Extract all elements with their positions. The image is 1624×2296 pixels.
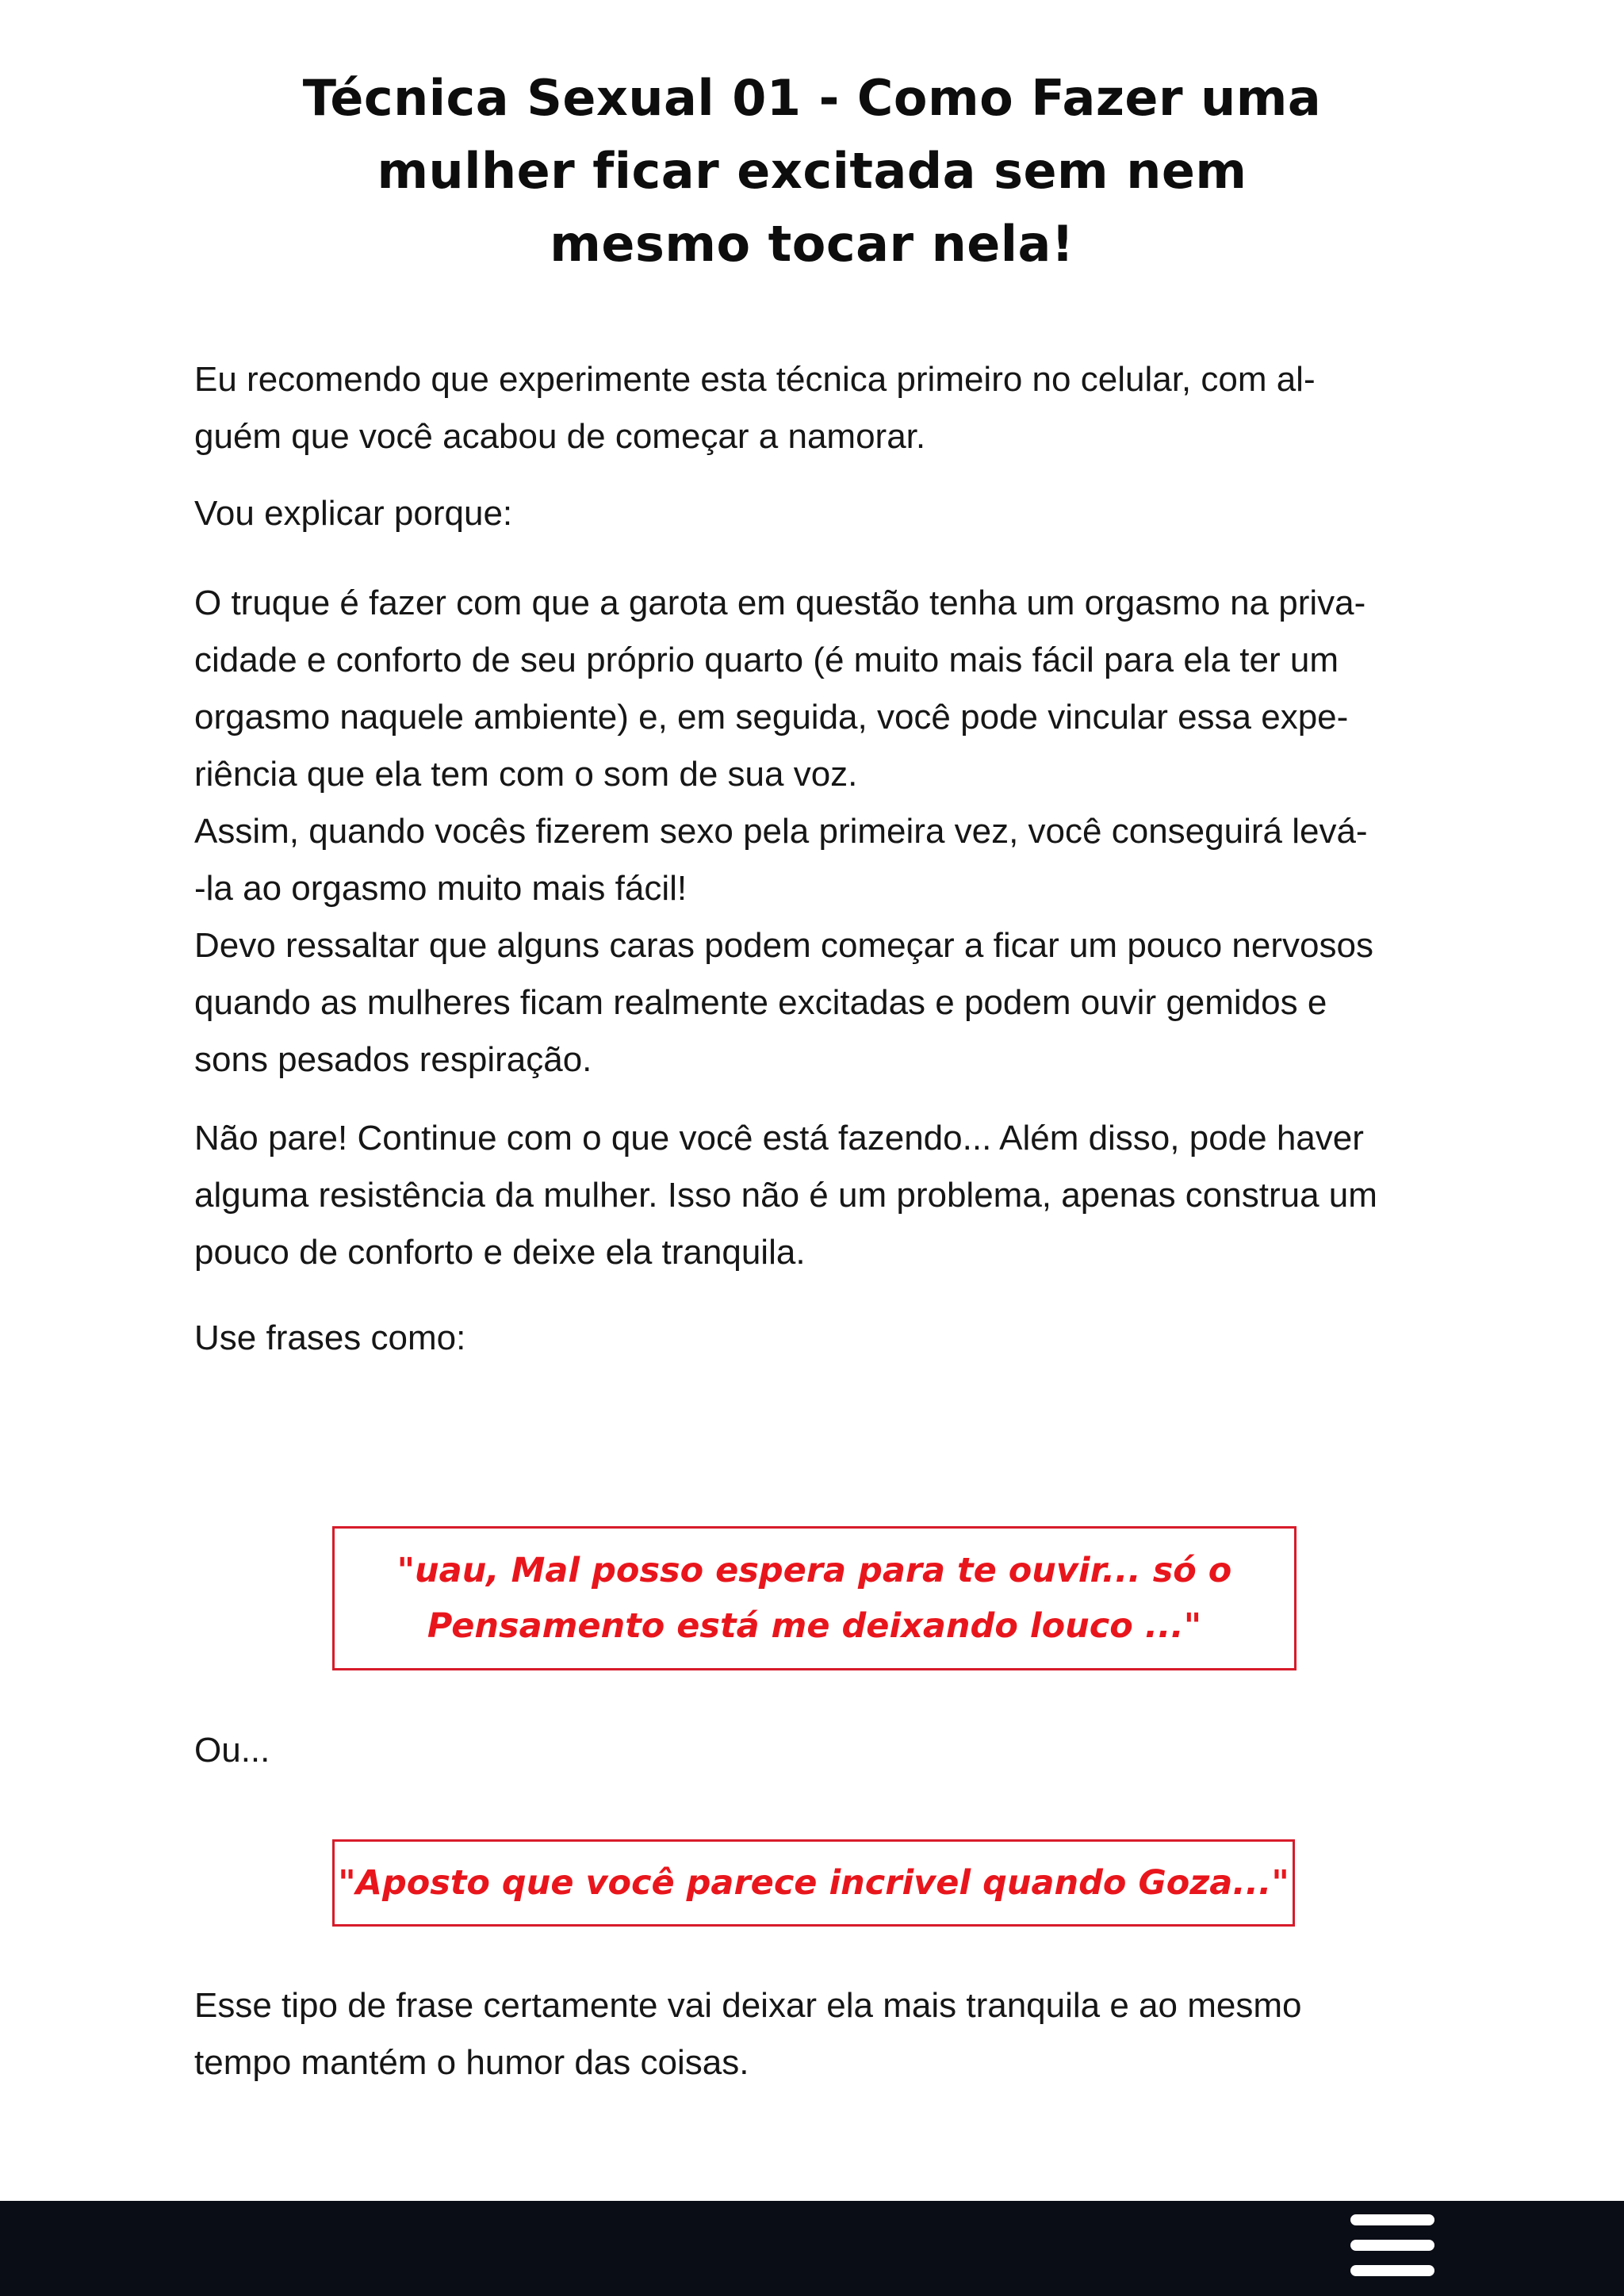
text-line: cidade e conforto de seu próprio quarto (é muito mais fácil para ela ter um xyxy=(194,641,1339,679)
title-line: Técnica Sexual 01 - Como Fazer uma xyxy=(302,69,1322,127)
paragraph-intro xyxy=(194,351,1511,465)
text-line: O truque é fazer com que a garota em questão tenha um orgasmo na priva- xyxy=(194,584,1366,622)
text-line: quando as mulheres ficam realmente excitadas e podem ouvir gemidos e xyxy=(194,983,1327,1022)
text-line: guém que você acabou de começar a namorar. xyxy=(194,417,926,456)
quote-box-1 xyxy=(332,1526,1297,1670)
text-line: alguma resistência da mulher. Isso não é um problema, apenas construa um xyxy=(194,1176,1377,1215)
menu-bar-line xyxy=(1350,2265,1434,2276)
text-line: -la ao orgasmo muito mais fácil! xyxy=(194,869,688,908)
title-line: mesmo tocar nela! xyxy=(550,215,1074,273)
title-line: mulher ficar excitada sem nem xyxy=(377,142,1247,200)
text-line: Eu recomendo que experimente esta técnica primeiro no celular, com al- xyxy=(194,360,1316,399)
paragraph-trick xyxy=(194,575,1511,1089)
page-title xyxy=(0,62,1624,281)
paragraph-explain xyxy=(194,485,1511,542)
text-line: sons pesados respiração. xyxy=(194,1040,592,1079)
menu-bar-line xyxy=(1350,2240,1434,2251)
text-line: tempo mantém o humor das coisas. xyxy=(194,2043,749,2082)
menu-bar-line xyxy=(1350,2214,1434,2225)
text-line: riência que ela tem com o som de sua voz. xyxy=(194,755,858,794)
text-line: orgasmo naquele ambiente) e, em seguida, você pode vincular essa expe- xyxy=(194,698,1349,737)
paragraph-or xyxy=(194,1722,1511,1779)
quote-line: "uau, Mal posso espera para te ouvir... só o xyxy=(396,1551,1232,1590)
text-line: Ou... xyxy=(194,1731,270,1770)
text-line: Assim, quando vocês fizerem sexo pela primeira vez, você conseguirá levá- xyxy=(194,812,1368,851)
paragraph-conclusion xyxy=(194,1977,1511,2091)
quote-text-1 xyxy=(397,1543,1232,1654)
paragraph-use-phrases xyxy=(194,1310,1511,1367)
quote-line: "Aposto que você parece incrivel quando Goza..." xyxy=(338,1863,1289,1903)
text-line: Use frases como: xyxy=(194,1318,466,1357)
text-line: Devo ressaltar que alguns caras podem começar a ficar um pouco nervosos xyxy=(194,926,1373,965)
quote-line: Pensamento está me deixando louco ..." xyxy=(427,1606,1202,1646)
text-line: pouco de conforto e deixe ela tranquila. xyxy=(194,1233,806,1272)
hamburger-menu-icon[interactable] xyxy=(1350,2214,1434,2276)
quote-box-2 xyxy=(332,1839,1295,1927)
quote-text-2 xyxy=(338,1855,1289,1911)
text-line: Vou explicar porque: xyxy=(194,494,513,533)
text-line: Não pare! Continue com o que você está fazendo... Além disso, pode haver xyxy=(194,1119,1364,1158)
text-line: Esse tipo de frase certamente vai deixar ela mais tranquila e ao mesmo xyxy=(194,1986,1302,2025)
paragraph-continue xyxy=(194,1110,1511,1281)
